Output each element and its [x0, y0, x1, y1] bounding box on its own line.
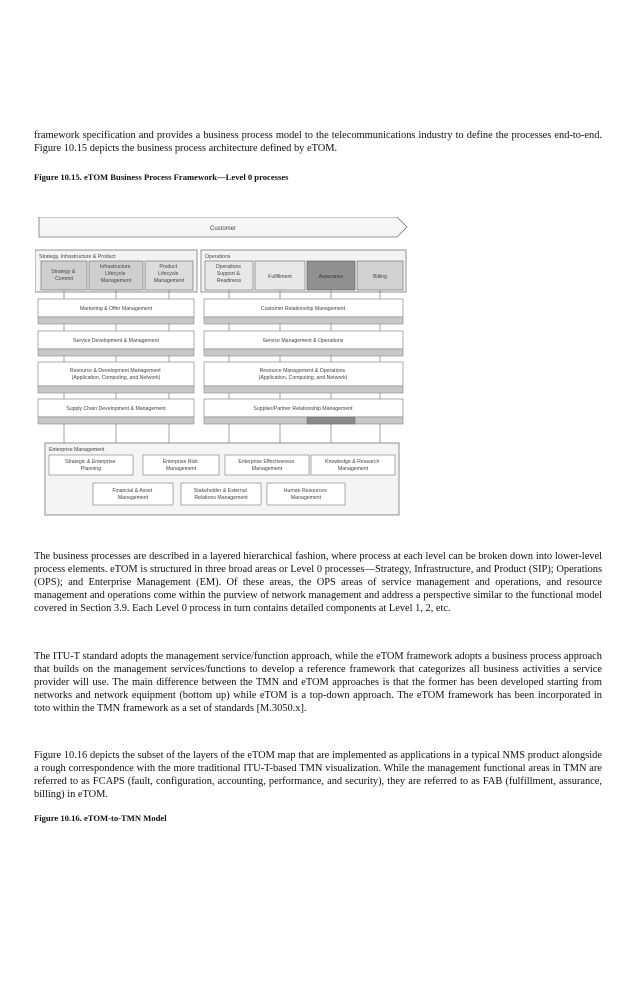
paragraph-layered-hierarchy: The business processes are described in a layered hierarchical fashion, where process at each level can be broken down into lower-level process elements. eTOM is structured in three broad areas or Level 0 processes—Strategy, Infrastructure, and Product (SIP); Operations (OPS); and Enterprise Management (EM). Of these areas, the OPS areas of service management and operations, and resource management and operations come within the purview of network management and address a perspective similar to the functional model covered in Section 3.9. Each Level 0 process in turn contains detailed components at Level 1, 2, etc. — [34, 551, 602, 614]
enterprise-effectiveness-box — [225, 455, 309, 475]
financial-asset-label: Financial & Asset Management — [112, 488, 153, 501]
row1-right-strip — [204, 317, 403, 324]
infra-lifecycle-label: Infrastructure Lifecycle Management — [99, 264, 132, 284]
strategy-commit-label: Strategy & Commit — [51, 269, 76, 282]
ops-support-label: Operations Support & Readiness — [215, 264, 242, 284]
paragraph-itu-t-standard: The ITU-T standard adopts the management service/function approach, while the eTOM framework adopts a business process approach that builds on the management services/functions to develop a reference framework that categorizes all business activities a service provider will use. The main difference between the TMN and eTOM approaches is that the former has been developed starting from networks and network equipment (bottom up) while eTOM is a top-down approach. The eTOM framework has been incorporated in toto within the TMN framework as a set of standards [M.3050.x]. — [34, 651, 602, 714]
operations-title: Operations — [205, 254, 231, 260]
resource-development-label: Resource & Development Management (Application, Computing, and Network) — [69, 368, 161, 381]
figure-10-16-caption: Figure 10.16. eTOM-to-TMN Model — [34, 813, 167, 823]
fulfillment-label: Fulfillment — [268, 274, 292, 280]
etom-framework-diagram — [35, 217, 413, 517]
strategic-planning-box — [49, 455, 133, 475]
row2-right-strip — [204, 349, 403, 356]
service-development-label: Service Development & Management — [73, 338, 159, 344]
knowledge-research-label: Knowledge & Research Management — [325, 459, 380, 472]
sip-title: Strategy, Infrastructure & Product — [39, 254, 116, 260]
row3-right-strip — [204, 386, 403, 393]
row4-left-strip — [38, 417, 194, 424]
paragraph-figure-10-16: Figure 10.16 depicts the subset of the layers of the eTOM map that are implemented as applications in a typical NMS product alongside a rough correspondence with the more traditional ITU-T-based TMN visualization. While the management functional areas in TMN are referred to as FCAPS (fault, configuration, accounting, performance, and security), they are referred to as FAB (fulfillment, assurance, billing) in eTOM. — [34, 750, 602, 800]
assurance-label: Assurance — [318, 274, 344, 280]
stakeholder-relations-box — [181, 483, 261, 505]
product-lifecycle-label: Product Lifecycle Management — [153, 264, 185, 284]
enterprise-risk-box — [143, 455, 219, 475]
human-resources-box — [267, 483, 345, 505]
resource-development-box — [38, 362, 194, 386]
customer-label: Customer — [209, 226, 237, 232]
knowledge-research-box — [311, 455, 395, 475]
human-resources-label: Human Resources Management — [283, 488, 327, 501]
row1-left-strip — [38, 317, 194, 324]
row3-left-strip — [38, 386, 194, 393]
row4-right-strip — [204, 417, 403, 424]
financial-asset-box — [93, 483, 173, 505]
supply-chain-label: Supply Chain Development & Management — [66, 406, 166, 412]
figure-10-15-caption: Figure 10.15. eTOM Business Process Framework—Level 0 processes — [34, 172, 289, 182]
billing-label: Billing — [373, 274, 387, 280]
supplier-partner-label: Supplier/Partner Relationship Management — [253, 406, 353, 412]
marketing-offer-label: Marketing & Offer Management — [79, 306, 153, 312]
intro-paragraph: framework specification and provides a business process model to the telecommunications industry to define the processes end-to-end. Figure 10.15 depicts the business process architecture defined by eTOM. — [34, 130, 602, 154]
strategic-planning-label: Strategic & Enterprise Planning — [65, 459, 116, 472]
service-management-label: Service Management & Operations — [262, 338, 344, 344]
stakeholder-relations-label: Stakeholder & External Relations Management — [193, 488, 248, 501]
enterprise-title: Enterprise Management — [49, 447, 105, 453]
resource-management-label: Resource Management & Operations (Application, Computing, and Network) — [258, 368, 348, 381]
assurance-strip — [307, 417, 355, 424]
enterprise-effectiveness-label: Enterprise Effectiveness Management — [238, 459, 295, 472]
customer-relationship-label: Customer Relationship Management — [260, 306, 346, 312]
row2-left-strip — [38, 349, 194, 356]
enterprise-risk-label: Enterprise Risk Management — [162, 459, 198, 472]
resource-management-box — [204, 362, 403, 386]
